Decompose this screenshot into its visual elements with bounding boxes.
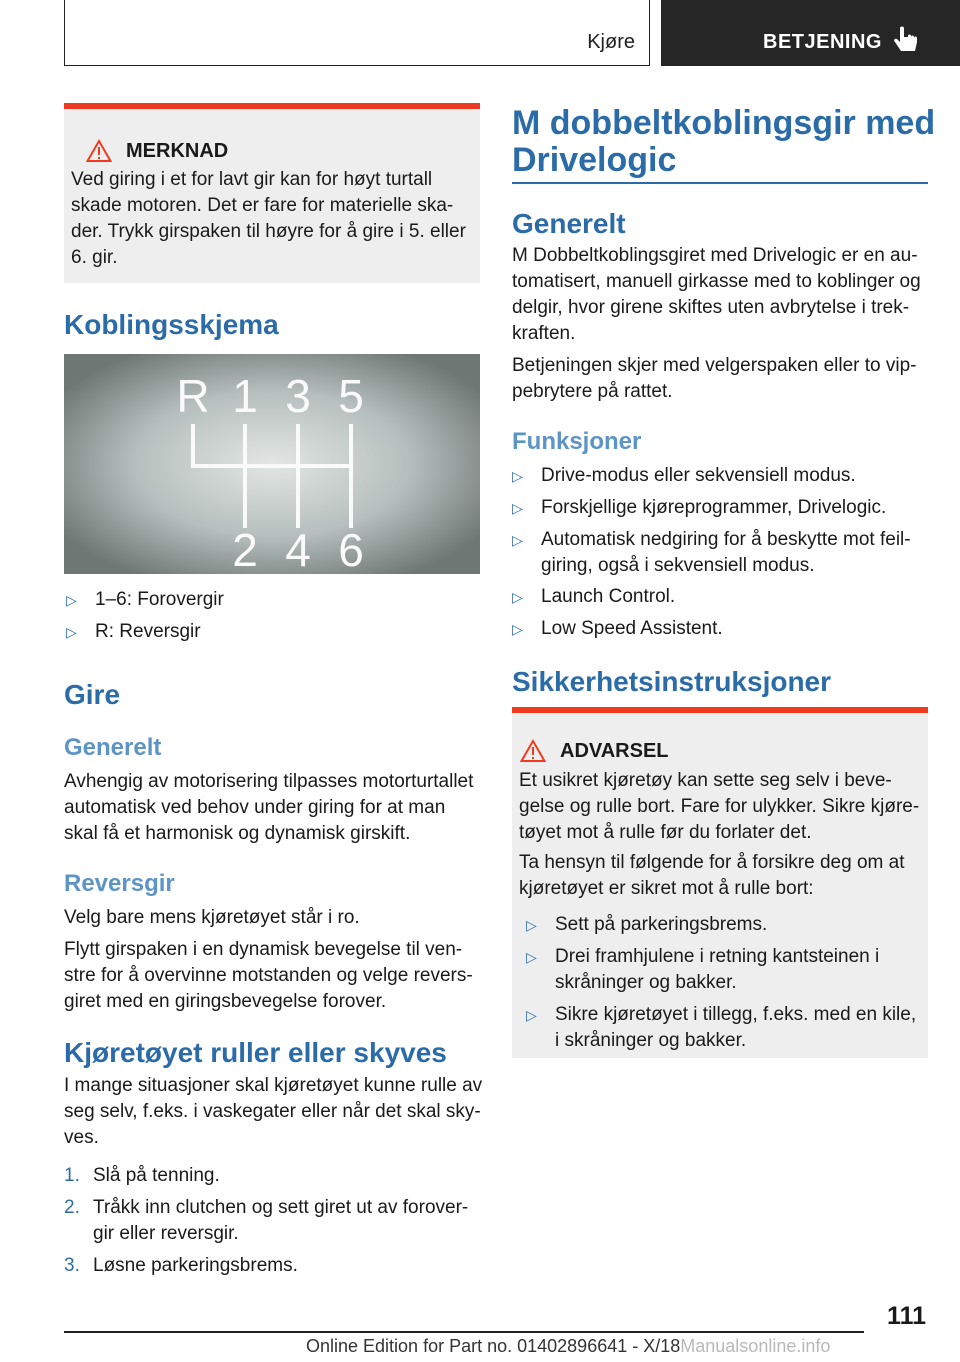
reversgir-heading: Reversgir: [64, 870, 175, 897]
title-divider: [512, 182, 928, 184]
list-item: ▷ Low Speed Assistent.: [512, 616, 723, 642]
list-item: 2. Tråkk inn clutchen og sett giret ut av forover- gir eller reversgir.: [64, 1197, 469, 1244]
header-chapter-tab: [661, 0, 960, 66]
ruller-heading: Kjøretøyet ruller eller skyves: [64, 1037, 447, 1068]
sikkerhet-heading: Sikkerhetsinstruksjoner: [512, 666, 832, 697]
koblingsskjema-heading: Koblingsskjema: [64, 309, 279, 340]
list-item: ▷ Drive-modus eller sekvensiell modus.: [512, 463, 856, 489]
ruller-text: I mange situasjoner skal kjøretøyet kunne rulle av seg selv, f.eks. i vaskegater eller når det skal sky- ves.: [64, 1075, 483, 1148]
list-item: ▷ 1–6: Forovergir: [66, 587, 224, 613]
advarsel-text-1: Et usikret kjøretøy kan sette seg selv i beve- gelse og rulle bort. Fare for ulykker. Sikre kjøre- tøyet mot å rulle før du forlater det.: [519, 770, 920, 843]
warning-triangle-icon: [520, 739, 546, 763]
gear-label-6: 6: [338, 524, 364, 574]
funksjoner-heading: Funksjoner: [512, 428, 642, 455]
gear-shift-pattern-image: [64, 354, 480, 574]
list-item: ▷ Drei framhjulene i retning kantsteinen i skråninger og bakker.: [526, 944, 879, 996]
gear-label-r: R: [176, 370, 210, 422]
pointing-hand-icon: [891, 26, 921, 56]
list-item: ▷ Launch Control.: [512, 584, 675, 610]
dct-generelt-heading: Generelt: [512, 208, 626, 239]
gire-heading: Gire: [64, 679, 121, 710]
advarsel-heading: [520, 739, 669, 763]
footer-edition: Online Edition for Part no. 01402896641 - X/18Manualsonline.info: [306, 1336, 831, 1356]
reversgir-text-2: Flytt girspaken i en dynamisk bevegelse til ven- stre for å overvinne motstanden og velge revers- giret med en giringsbevegelse forover.: [64, 939, 473, 1012]
gear-label-2: 2: [232, 524, 258, 574]
gear-label-3: 3: [285, 370, 311, 422]
advarsel-text-2: Ta hensyn til følgende for å forsikre deg om at kjøretøyet er sikret mot å rulle bort:: [519, 852, 905, 899]
list-item: ▷ R: Reversgir: [66, 619, 201, 645]
footer-divider: [64, 1331, 864, 1333]
merknad-text: Ved giring i et for lavt gir kan for høyt turtall skade motoren. Det er fare for materielle ska- der. Trykk girspaken til høyre for å gire i 5. eller 6. gir.: [71, 169, 466, 268]
header-section-title: Kjøre: [587, 31, 635, 53]
dct-betjening-text: Betjeningen skjer med velgerspaken eller to vip- pebrytere på rattet.: [512, 355, 917, 402]
merknad-note-box: [64, 103, 480, 283]
list-item: ▷ Automatisk nedgiring for å beskytte mot feil- giring, også i sekvensiell modus.: [512, 527, 911, 579]
header-chapter-title: BETJENING: [763, 31, 882, 53]
merknad-heading: [86, 139, 228, 163]
header-section-tab: [64, 0, 650, 66]
page-title: M dobbeltkoblingsgir med Drivelogic: [512, 104, 936, 179]
warning-triangle-icon: [86, 139, 112, 163]
list-item: ▷ Sikre kjøretøyet i tillegg, f.eks. med en kile, i skråninger og bakker.: [526, 1002, 916, 1054]
list-item: ▷ Forskjellige kjøreprogrammer, Drivelogic.: [512, 495, 886, 521]
gire-generelt-text: Avhengig av motorisering tilpasses motorturtallet automatisk ved behov under giring for at man skal få et harmonisk og dynamisk girskift.: [64, 771, 474, 844]
gire-generelt-heading: Generelt: [64, 734, 162, 761]
advarsel-warning-box: [512, 707, 928, 1058]
merknad-label: MERKNAD: [126, 139, 229, 162]
gear-label-1: 1: [232, 370, 258, 422]
gear-label-5: 5: [338, 370, 364, 422]
advarsel-label: ADVARSEL: [560, 739, 669, 762]
page-number: 111: [887, 1302, 926, 1330]
list-item: ▷ Sett på parkeringsbrems.: [526, 912, 767, 938]
dct-generelt-text: M Dobbeltkoblingsgiret med Drivelogic er en au- tomatisert, manuell girkasse med to koblinger og delgir, hvor girene skiftes uten avbrytelse i trek- kraften.: [512, 245, 921, 344]
list-item: 1. Slå på tenning.: [64, 1165, 220, 1186]
reversgir-text-1: Velg bare mens kjøretøyet står i ro.: [64, 907, 360, 928]
list-item: 3. Løsne parkeringsbrems.: [64, 1255, 298, 1276]
gear-label-4: 4: [285, 524, 311, 574]
footer-watermark: Manualsonline.info: [680, 1336, 831, 1356]
